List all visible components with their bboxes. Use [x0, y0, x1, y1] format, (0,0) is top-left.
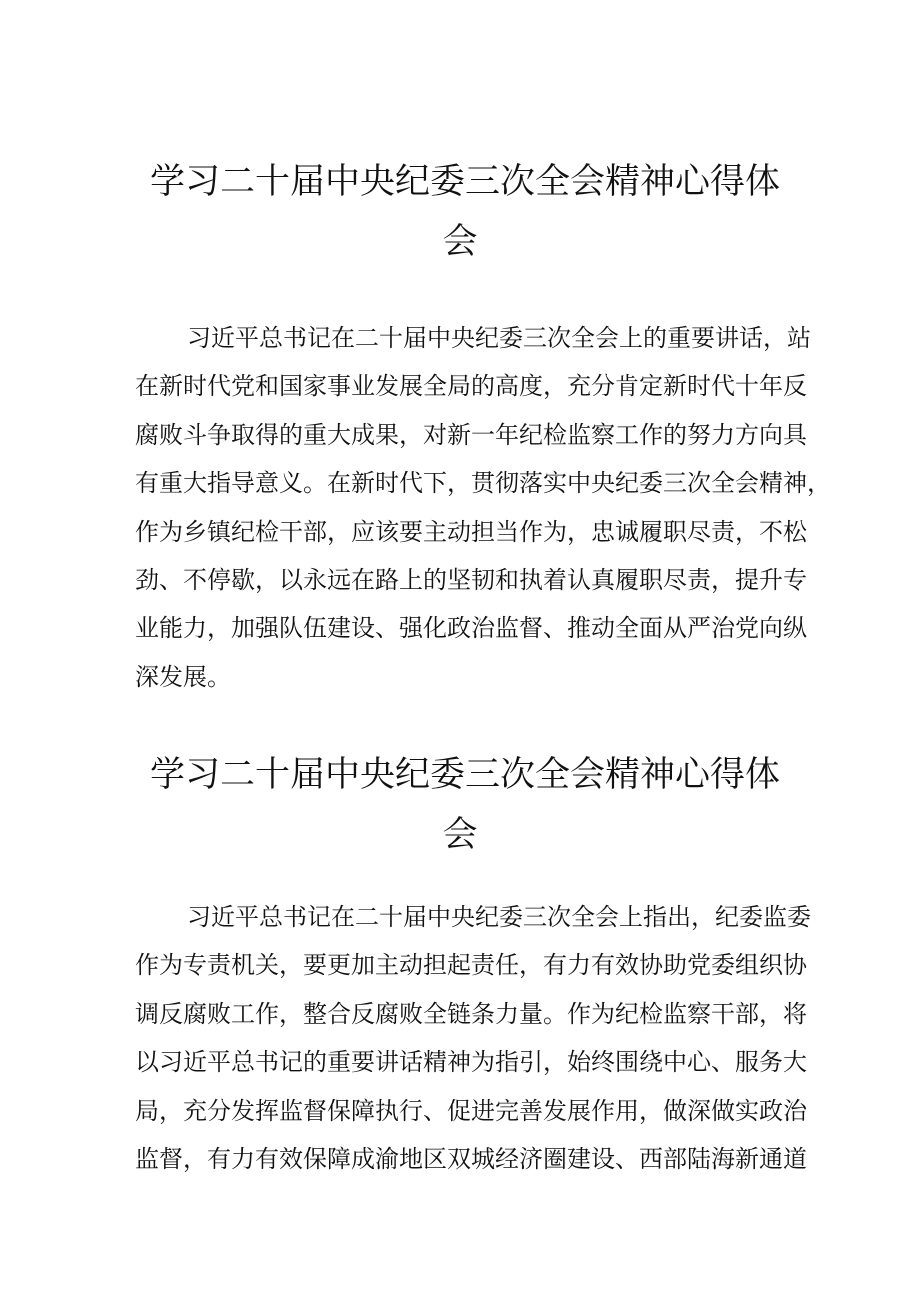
- title-line: 学习二十届中央纪委三次全会精神心得体: [150, 755, 781, 795]
- paragraph-line: 业能力，加强队伍建设、强化政治监督、推动全面从严治党向纵: [135, 614, 807, 643]
- paragraph-line: 有重大指导意义。在新时代下，贯彻落实中央纪委三次全会精神，: [135, 469, 831, 498]
- title-line: 会: [442, 815, 478, 855]
- paragraph-line: 作为专责机关，要更加主动担起责任，有力有效协助党委组织协: [135, 951, 807, 980]
- title-line: 会: [442, 222, 478, 262]
- title-line: 学习二十届中央纪委三次全会精神心得体: [150, 162, 781, 202]
- section-1-title: [150, 152, 781, 272]
- section-2-title: [150, 745, 781, 865]
- paragraph-line: 腐败斗争取得的重大成果，对新一年纪检监察工作的努力方向具: [135, 420, 807, 449]
- paragraph-line: 以习近平总书记的重要讲话精神为指引，始终围绕中心、服务大: [135, 1048, 807, 1077]
- paragraph-line: 习近平总书记在二十届中央纪委三次全会上的重要讲话，站: [187, 324, 811, 352]
- paragraph-line: 局，充分发挥监督保障执行、促进完善发展作用，做深做实政治: [135, 1096, 807, 1125]
- paragraph-line: 劲、不停歇，以永远在路上的坚韧和执着认真履职尽责，提升专: [135, 565, 807, 594]
- section-1-paragraph: [135, 314, 831, 701]
- paragraph-line: 深发展。: [135, 662, 231, 691]
- paragraph-line: 作为乡镇纪检干部，应该要主动担当作为，忠诚履职尽责，不松: [135, 517, 807, 546]
- paragraph-line: 在新时代党和国家事业发展全局的高度，充分肯定新时代十年反: [135, 372, 807, 401]
- paragraph-line: 习近平总书记在二十届中央纪委三次全会上指出，纪委监委: [187, 903, 811, 931]
- paragraph-line: 监督，有力有效保障成渝地区双城经济圈建设、西部陆海新通道: [135, 1144, 807, 1173]
- section-2-paragraph: [135, 893, 811, 1183]
- paragraph-line: 调反腐败工作，整合反腐败全链条力量。作为纪检监察干部，将: [135, 999, 807, 1028]
